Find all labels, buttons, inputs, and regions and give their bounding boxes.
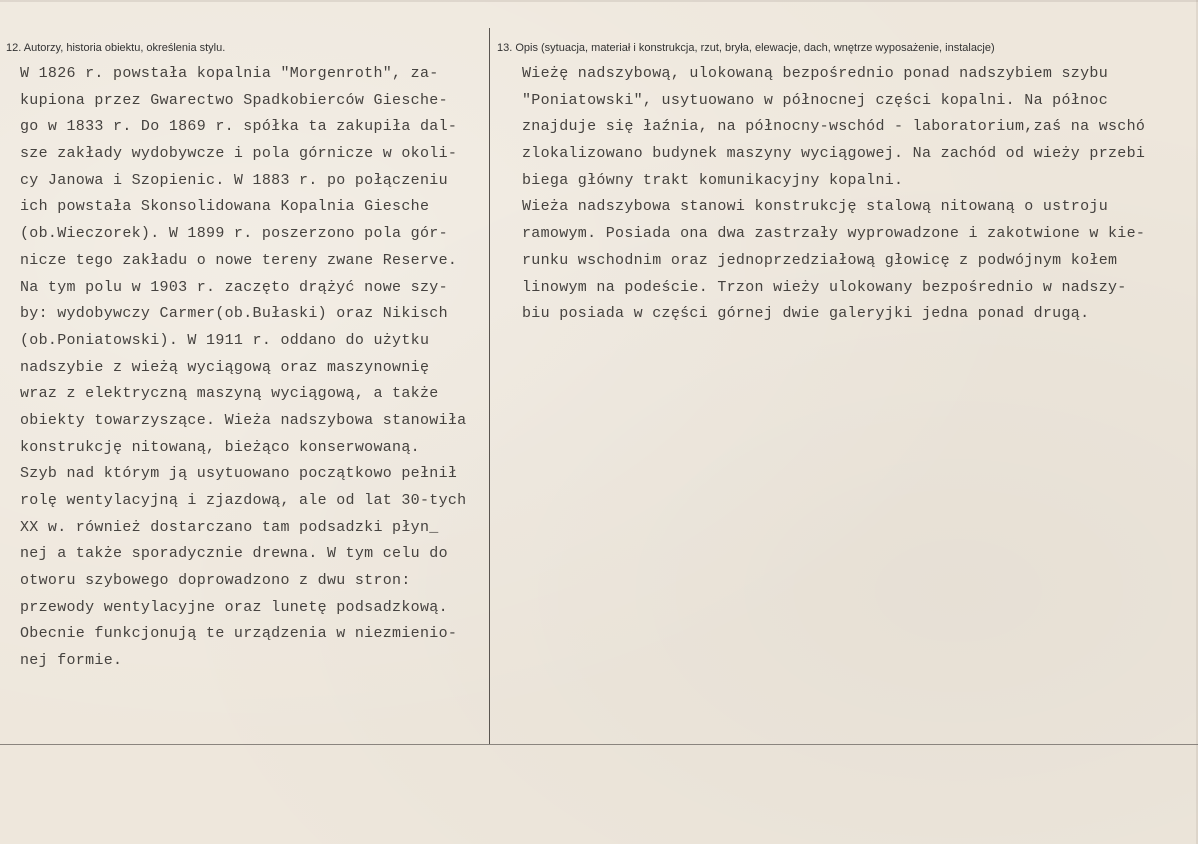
text-line: wraz z elektryczną maszyną wyciągową, a także [20, 385, 439, 403]
text-line: cy Janowa i Szopienic. W 1883 r. po połączeniu [20, 171, 448, 189]
text-line: biega główny trakt komunikacyjny kopalni. [522, 171, 904, 189]
text-line: by: wydobywczy Carmer(ob.Bułaski) oraz Nikisch [20, 305, 448, 323]
text-line: Na tym polu w 1903 r. zaczęto drążyć nowe szy- [20, 278, 448, 296]
text-line: Wieżę nadszybową, ulokowaną bezpośrednio ponad nadszybiem szybu [522, 65, 1108, 82]
text-line: biu posiada w części górnej dwie galeryjki jedna ponad drugą. [522, 305, 1090, 323]
text-line: obiekty towarzyszące. Wieża nadszybowa stanowiła [20, 411, 467, 429]
text-line: ramowym. Posiada ona dwa zastrzały wyprowadzone i zakotwione w kie- [522, 225, 1146, 243]
text-line: sze zakłady wydobywcze i pola górnicze w okoli- [20, 145, 458, 163]
text-line: zlokalizowano budynek maszyny wyciągowej. Na zachód od wieży przebi [522, 145, 1146, 163]
paper-top-edge [0, 0, 1198, 2]
text-line: ich powstała Skonsolidowana Kopalnia Giesche [20, 198, 430, 216]
text-line: nicze tego zakładu o nowe tereny zwane Reserve. [20, 251, 458, 269]
text-line: runku wschodnim oraz jednoprzedziałową głowicę z podwójnym kołem [522, 251, 1118, 269]
section-12-text [20, 61, 490, 675]
text-line: rolę wentylacyjną i zjazdową, ale od lat 30-tych [20, 492, 467, 509]
text-line: (ob.Poniatowski). W 1911 r. oddano do użytku [20, 331, 430, 349]
text-line: nej formie. [20, 652, 123, 670]
text-line: Wieża nadszybowa stanowi konstrukcję stalową nitowaną o ustroju [522, 198, 1108, 216]
text-line: nej a także sporadycznie drewna. W tym celu do [20, 545, 448, 563]
text-line: (ob.Wieczorek). W 1899 r. poszerzono pola gór- [20, 225, 448, 243]
text-line: go w 1833 r. Do 1869 r. spółka ta zakupiła dal- [20, 118, 458, 136]
bottom-rule [0, 744, 1198, 745]
text-line: przewody wentylacyjne oraz lunetę podsadzkową. [20, 598, 448, 616]
text-line: konstrukcję nitowaną, bieżąco konserwowaną. [20, 438, 420, 456]
text-line: linowym na podeście. Trzon wieży ulokowany bezpośrednio w nadszy- [522, 278, 1127, 296]
text-line: XX w. również dostarczano tam podsadzki płyn_ [20, 518, 439, 536]
text-line: kupiona przez Gwarectwo Spadkobierców Giesche- [20, 91, 448, 109]
section-13-header: 13. Opis (sytuacja, materiał i konstrukcja, rzut, bryła, elewacje, dach, wnętrze wyposażenie, instalacje) [497, 42, 995, 54]
text-line: otworu szybowego doprowadzono z dwu stron: [20, 572, 411, 590]
text-line: Obecnie funkcjonują te urządzenia w niezmienio- [20, 625, 458, 643]
text-line: Szyb nad którym ją usytuowano początkowo pełnił [20, 465, 458, 483]
text-line: nadszybie z wieżą wyciągową oraz maszynownię [20, 358, 430, 376]
text-line: znajduje się łaźnia, na północny-wschód - laboratorium,zaś na wschó [522, 118, 1146, 136]
text-line: W 1826 r. powstała kopalnia "Morgenroth", za- [20, 65, 439, 82]
section-13-text [522, 61, 1198, 328]
section-12-header: 12. Autorzy, historia obiektu, określenia stylu. [6, 42, 226, 54]
text-line: "Poniatowski", usytuowano w północnej części kopalni. Na północ [522, 91, 1108, 109]
